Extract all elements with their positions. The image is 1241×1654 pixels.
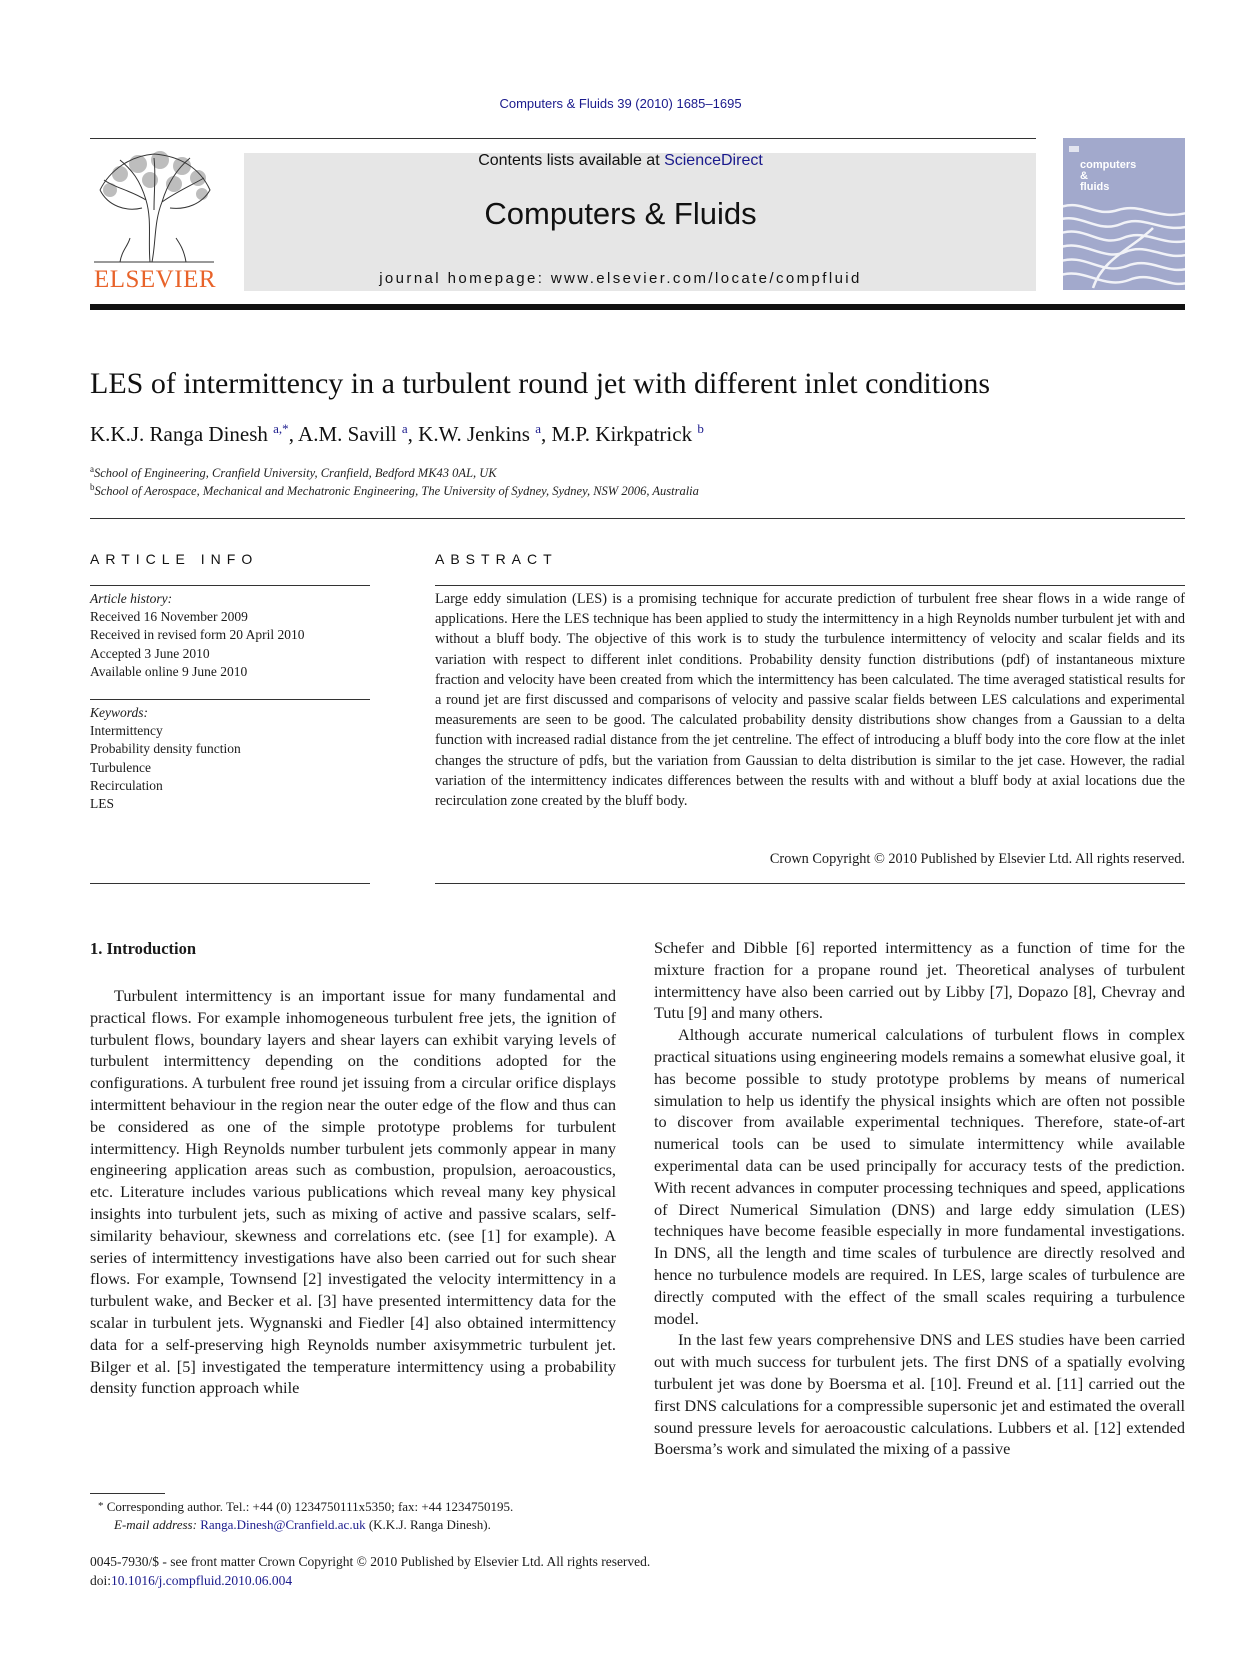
keyword: Intermittency [90,723,163,739]
divider [435,585,1185,586]
contents-line [0,152,1241,170]
abstract-heading: ABSTRACT [435,551,558,567]
footnote [90,1497,630,1534]
header-thick-rule [90,304,1185,310]
affiliation-mark: b [90,482,95,492]
footnote-line [90,1497,630,1516]
paragraph: Turbulent intermittency is an important issue for many fundamental and practical flows. For example inhomogeneous turbulent free jets, the ignition of turbulent flows, boundary layers and shear layers can exhibit varying levels of turbulent intermittency depending on the conditions adopted for the configurations. A turbulent free round jet issuing from a circular orifice displays intermittent behaviour in the region near the outer edge of the flow and thus can be considered as one of the simple prototype problems for turbulent intermittency. High Reynolds number turbulent jets commonly appear in many engineering application areas such as combustion, propulsion, aeroacoustics, etc. Literature includes various publications which reveal many key physical insights into turbulent jets, such as mixing of active and passive scalars, self-similarity behaviour, skewness and correlations etc. (see [1] for example). A series of intermittency investigations have also been carried out for such shear flows. For example, Townsend [2] investigated the velocity intermittency in a turbulent wake, and Becker et al. [3] have presented intermittency data for the scalar in turbulent jets. Wygnanski and Fiedler [4] also obtained intermittency data for a self-preserving high Reynolds number axisymmetric turbulent jet. Bilger et al. [5] investigated the temperature intermittency using a probability density function approach while [90,986,616,1398]
author-name: K.W. Jenkins [418,422,530,446]
author-affil-mark[interactable]: b [697,421,704,436]
email-suffix: (K.K.J. Ranga Dinesh). [368,1517,491,1532]
article-info-heading: ARTICLE INFO [90,551,259,567]
history-item: Available online 9 June 2010 [90,663,248,679]
body-column-right [654,937,1185,1460]
keywords [90,704,380,813]
header-rule [90,138,1036,139]
author-name: M.P. Kirkpatrick [551,422,693,446]
keyword: Probability density function [90,741,241,757]
author-separator: , [288,422,299,446]
doi-line [90,1572,650,1591]
affiliation [90,464,497,481]
divider [90,518,1185,519]
keywords-label: Keywords: [90,705,148,720]
affiliation [90,482,699,499]
affiliation-text: School of Aerospace, Mechanical and Mechatronic Engineering, The University of Sydney, Sydney, NSW 2006, Australia [94,484,699,499]
page-footer [90,1553,650,1590]
cover-title-line: computers [1080,159,1137,171]
divider [435,883,1185,884]
author-separator: , [407,422,419,446]
paragraph: Schefer and Dibble [6] reported intermittency as a function of time for the mixture fraction for a propane round jet. Theoretical analyses of turbulent intermittency have also been carried out by Libby [7], Dopazo [8], Chevray and Tutu [9] and many others. [654,938,1185,1023]
author-separator: , [541,422,552,446]
issn-line: 0045-7930/$ - see front matter Crown Copyright © 2010 Published by Elsevier Ltd. All rights reserved. [90,1554,651,1569]
footnote-text: Corresponding author. Tel.: +44 (0) 1234750111x5350; fax: +44 1234750195. [106,1499,514,1514]
history-item: Accepted 3 June 2010 [90,645,210,661]
footnote-rule [90,1493,165,1494]
abstract-copyright: Crown Copyright © 2010 Published by Elsevier Ltd. All rights reserved. [769,851,1185,867]
contents-prefix: Contents lists available at [478,152,665,169]
author-affil-mark[interactable]: a [535,421,541,436]
abstract-body: Large eddy simulation (LES) is a promising technique for accurate prediction of turbulent free shear flows in a wide range of applications. Here the LES technique has been applied to study the intermittency in a high Reynolds number turbulent jet with and without a bluff body. The objective of this work is to study the turbulence intermittency of velocity and scalar fields and its variation with respect to different inlet conditions. Probability density function distributions (pdf) of instantaneous mixture fraction and velocity have been created from which the intermittency has been calculated. The time averaged statistical results for a round jet are first discussed and comparisons of velocity and passive scalar fields between LES calculations and experimental measurements are seen to be good. The calculated probability density distributions show changes from a Gaussian to a delta function with increased radial distance from the jet centreline. The effect of introducing a bluff body into the core flow at the inlet changes the structure of pdfs, but the variation from Gaussian to delta distribution is similar to the jet case. However, the radial variation of the intermittency indicates differences between the results with and without a bluff body at axial locations due the recirculation zone created by the bluff body. [435,591,1185,810]
affiliation-text: School of Engineering, Cranfield University, Cranfield, Bedford MK43 0AL, UK [94,466,497,481]
divider [90,699,370,700]
affiliation-mark: a [90,464,94,474]
journal-citation[interactable]: Computers & Fluids 39 (2010) 1685–1695 [499,96,742,111]
journal-cover-thumbnail[interactable] [1063,138,1185,290]
doi-link[interactable]: 10.1016/j.compfluid.2010.06.004 [111,1572,293,1588]
email-link[interactable]: Ranga.Dinesh@Cranfield.ac.uk [200,1517,366,1532]
article-title: LES of intermittency in a turbulent round jet with different inlet conditions [90,367,991,400]
cover-title [1080,160,1180,193]
journal-name: Computers & Fluids [484,196,757,231]
cover-title-line: & [1080,170,1088,182]
keyword: LES [90,796,115,812]
divider [90,585,370,586]
body-column-left [90,985,616,1399]
journal-homepage[interactable]: journal homepage: www.elsevier.com/locate/compfluid [379,270,862,287]
history-item: Received in revised form 20 April 2010 [90,627,305,643]
doi-label: doi: [90,1572,112,1588]
author-name: K.K.J. Ranga Dinesh [90,422,268,446]
history-item: Received 16 November 2009 [90,609,248,625]
divider [90,883,370,884]
keyword: Turbulence [90,759,151,775]
article-history [90,590,380,681]
author-affil-mark[interactable]: a [401,421,408,436]
sciencedirect-link[interactable]: ScienceDirect [664,152,763,169]
author-list [90,421,704,447]
footnote-email-line [90,1516,630,1534]
author-affil-mark[interactable]: a,* [273,421,289,436]
paragraph: Although accurate numerical calculations of turbulent flows in complex practical situations using engineering models remains a somewhat elusive goal, it has become possible to study prototype problems by means of numerical simulation to help us identify the physical insights which are often not possible to discover from available experimental techniques. Therefore, state-of-art numerical tools can be used to simulate intermittency while available experimental data can be used principally for accuracy tests of the prediction. With recent advances in computer processing techniques and speed, applications of Direct Numerical Simulation (DNS) and large eddy simulation (LES) techniques have become feasible especially in more fundamental investigations. In DNS, all the length and time scales of turbulence are directly resolved and hence no turbulence models are required. In LES, large scales of turbulence are directly computed with the effect of the small scales requiring a turbulence model. [654,1025,1185,1328]
elsevier-wordmark: ELSEVIER [93,266,217,293]
email-label: E-mail address: [114,1517,197,1532]
section-heading: 1. Introduction [90,939,197,958]
cover-title-line: fluids [1080,181,1110,193]
keyword: Recirculation [90,777,163,793]
author-name: A.M. Savill [298,422,397,446]
footnote-mark: * [98,1500,104,1512]
paragraph: In the last few years comprehensive DNS and LES studies have been carried out with much success for turbulent jets. The first DNS of a spatially evolving turbulent jet was done by Boersma et al. [10]. Freund et al. [11] carried out the first DNS calculations for a compressible supersonic jet and estimated the overall sound pressure levels for aeroacoustic calculations. Lubbers et al. [12] extended Boersma’s work and simulated the mixing of a passive [654,1330,1185,1459]
history-label: Article history: [90,591,173,606]
